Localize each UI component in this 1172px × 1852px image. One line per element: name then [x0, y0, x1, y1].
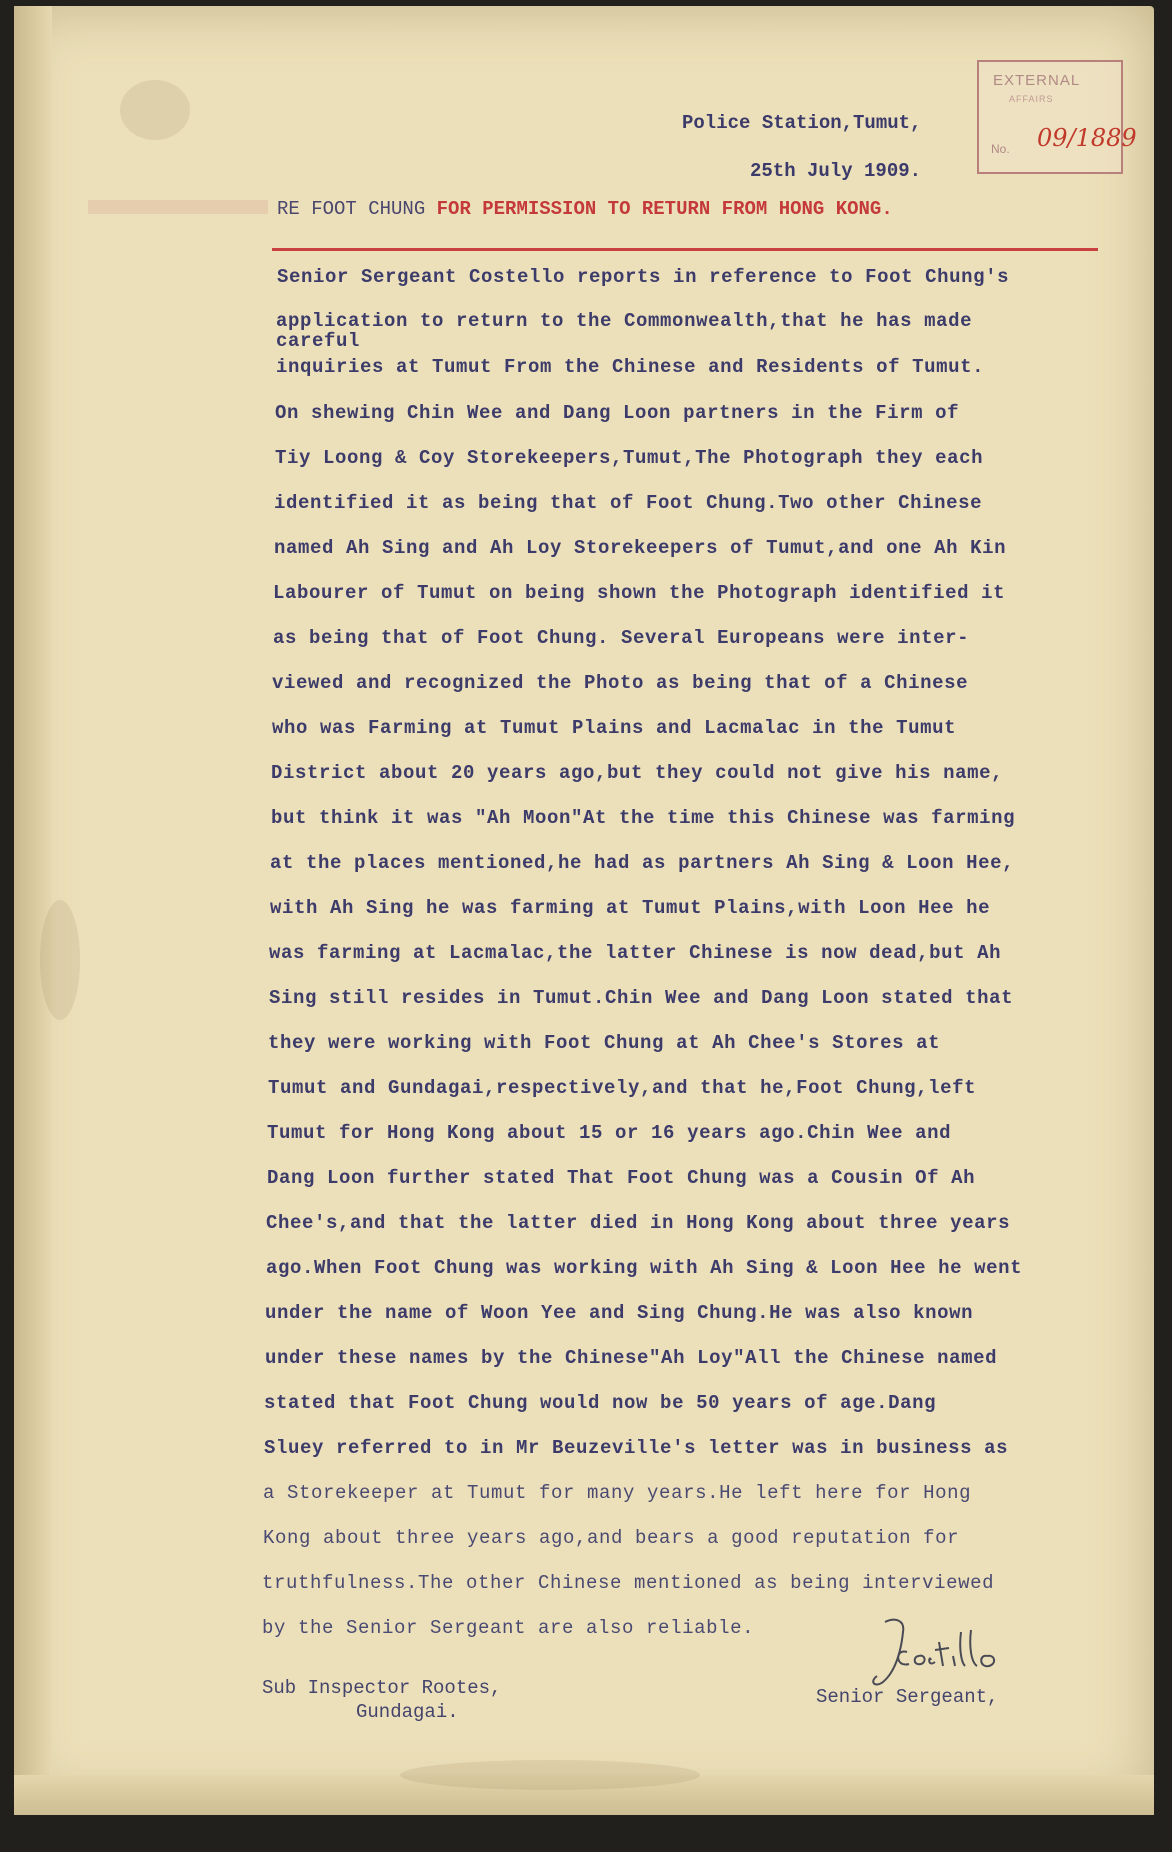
body-line: as being that of Foot Chung. Several Europeans were inter- [273, 627, 970, 649]
stamp-reference-number: 09/1889 [1037, 124, 1137, 152]
body-line: identified it as being that of Foot Chung.Two other Chinese [274, 492, 983, 514]
paper-stain [400, 1760, 700, 1790]
body-line: by the Senior Sergeant are also reliable. [262, 1617, 755, 1639]
recipient-line-1: Sub Inspector Rootes, [262, 1677, 502, 1699]
body-line: viewed and recognized the Photo as being that of a Chinese [272, 672, 969, 694]
body-line: Labourer of Tumut on being shown the Photograph identified it [273, 582, 1006, 604]
body-line: was farming at Lacmalac,the latter Chinese is now dead,but Ah [269, 942, 1002, 964]
stamp-subtitle: AFFAIRS [1009, 94, 1054, 104]
body-line: truthfulness.The other Chinese mentioned as being interviewed [262, 1572, 995, 1594]
paper-left-edge [14, 6, 52, 1806]
body-line: Sing still resides in Tumut.Chin Wee and Dang Loon stated that [269, 987, 1014, 1009]
body-line: named Ah Sing and Ah Loy Storekeepers of Tumut,and one Ah Kin [274, 537, 1007, 559]
recipient-line-2: Gundagai. [356, 1701, 459, 1723]
body-line: careful [276, 330, 361, 352]
body-line: ago.When Foot Chung was working with Ah Sing & Loon Hee he went [266, 1257, 1023, 1279]
body-line: they were working with Foot Chung at Ah Chee's Stores at [268, 1032, 941, 1054]
body-line: but think it was "Ah Moon"At the time this Chinese was farming [271, 807, 1016, 829]
body-line: Chee's,and that the latter died in Hong Kong about three years [266, 1212, 1011, 1234]
paper-stain [120, 80, 190, 140]
body-line: application to return to the Commonwealth,that he has made [276, 310, 973, 332]
body-line: under these names by the Chinese"Ah Loy"All the Chinese named [265, 1347, 998, 1369]
body-line: Tumut and Gundagai,respectively,and that he,Foot Chung,left [268, 1077, 977, 1099]
station-line: Police Station,Tumut, [682, 112, 922, 134]
body-line: Kong about three years ago,and bears a good reputation for [263, 1527, 960, 1549]
body-line: District about 20 years ago,but they could not give his name, [271, 762, 1004, 784]
faint-margin-mark [88, 200, 268, 214]
body-line: Tiy Loong & Coy Storekeepers,Tumut,The Photograph they each [275, 447, 984, 469]
recipient-block [262, 1676, 501, 1724]
body-line: Dang Loon further stated That Foot Chung was a Cousin Of Ah [267, 1167, 976, 1189]
external-affairs-stamp [977, 60, 1137, 174]
subject-line [277, 198, 893, 220]
body-line: a Storekeeper at Tumut for many years.He left here for Hong [263, 1482, 972, 1504]
body-line: Sluey referred to in Mr Beuzeville's letter was in business as [264, 1437, 1009, 1459]
subject-emphasis: FOR PERMISSION TO RETURN FROM HONG KONG. [436, 198, 893, 220]
red-underline [272, 248, 1098, 251]
stamp-title: EXTERNAL [993, 72, 1081, 89]
stamp-no-label: No. [991, 142, 1010, 156]
body-line: stated that Foot Chung would now be 50 years of age.Dang [264, 1392, 937, 1414]
body-line: with Ah Sing he was farming at Tumut Plains,with Loon Hee he [270, 897, 991, 919]
body-line: inquiries at Tumut From the Chinese and Residents of Tumut. [276, 356, 985, 378]
subject-prefix: RE FOOT CHUNG [277, 198, 437, 220]
body-line: under the name of Woon Yee and Sing Chung.He was also known [265, 1302, 974, 1324]
body-line: Tumut for Hong Kong about 15 or 16 years ago.Chin Wee and [267, 1122, 952, 1144]
signatory-title: Senior Sergeant, [816, 1686, 999, 1708]
body-line: at the places mentioned,he had as partners Ah Sing & Loon Hee, [270, 852, 1015, 874]
date-line: 25th July 1909. [750, 160, 922, 182]
body-line: Senior Sergeant Costello reports in reference to Foot Chung's [277, 266, 1010, 288]
body-line: On shewing Chin Wee and Dang Loon partners in the Firm of [275, 402, 960, 424]
handwritten-signature [865, 1612, 1045, 1692]
body-line: who was Farming at Tumut Plains and Lacmalac in the Tumut [272, 717, 957, 739]
paper-stain [40, 900, 80, 1020]
